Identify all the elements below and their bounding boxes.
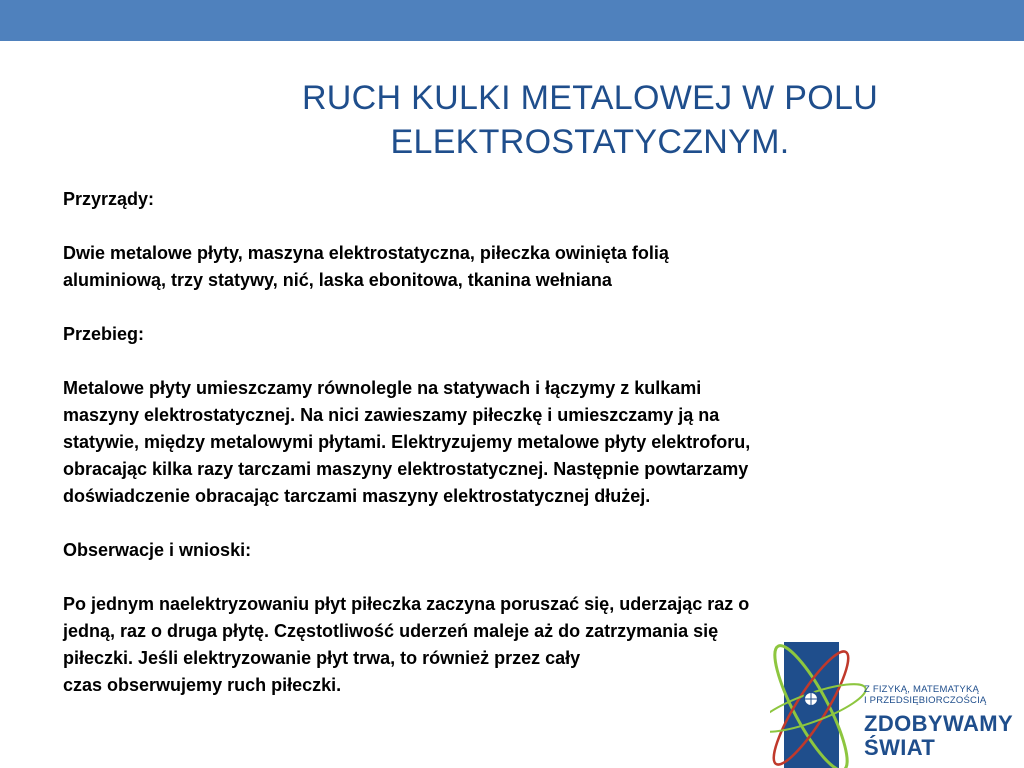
equipment-text-line: Dwie metalowe płyty, maszyna elektrostatyczna, piłeczka owinięta folią [63,243,669,263]
slide-title-line-2: ELEKTROSTATYCZNYM. [390,123,790,161]
observations-text-line: czas obserwujemy ruch piłeczki. [63,675,342,695]
procedure-text-line: statywie, między metalowymi płytami. Elektryzujemy metalowe płyty elektroforu, [63,432,751,452]
logo-headline-2: ŚWIAT [864,735,936,760]
procedure-text-line: Metalowe płyty umieszczamy równolegle na statywach i łączymy z kulkami [63,378,702,398]
slide-title [200,76,980,164]
procedure-text-line: doświadczenie obracając tarczami maszyny elektrostatycznej dłużej. [63,486,651,506]
top-accent-bar [0,0,1024,41]
logo-tagline-1: Z FIZYKĄ, MATEMATYKĄ [864,684,980,695]
observations-text-line: piłeczki. Jeśli elektryzowanie płyt trwa, to również przez cały [63,648,581,668]
slide-title-line-1: RUCH KULKI METALOWEJ W POLU [301,79,879,117]
logo-tagline-2: I PRZEDSIĘBIORCZOŚCIĄ [864,695,987,706]
observations-text-line: Po jednym naelektryzowaniu płyt piłeczka zaczyna poruszać się, uderzając raz o [63,594,750,614]
procedure-text-line: maszyny elektrostatycznej. Na nici zawieszamy piłeczkę i umieszczamy ją na [63,405,720,425]
equipment-heading: Przyrządy: [63,189,155,209]
slide-body [63,186,963,699]
logo-text [864,684,1013,760]
procedure-text-line: obracając kilka razy tarczami maszyny elektrostatycznej. Następnie powtarzamy [63,459,749,479]
procedure-heading: Przebieg: [63,324,145,344]
equipment-text-line: aluminiową, trzy statywy, nić, laska ebonitowa, tkanina wełniana [63,270,612,290]
observations-text-line: jedną, raz o druga płytę. Częstotliwość uderzeń maleje aż do zatrzymania się [63,621,719,641]
observations-heading: Obserwacje i wnioski: [63,540,252,560]
logo-headline-1: ZDOBYWAMY [864,711,1014,736]
